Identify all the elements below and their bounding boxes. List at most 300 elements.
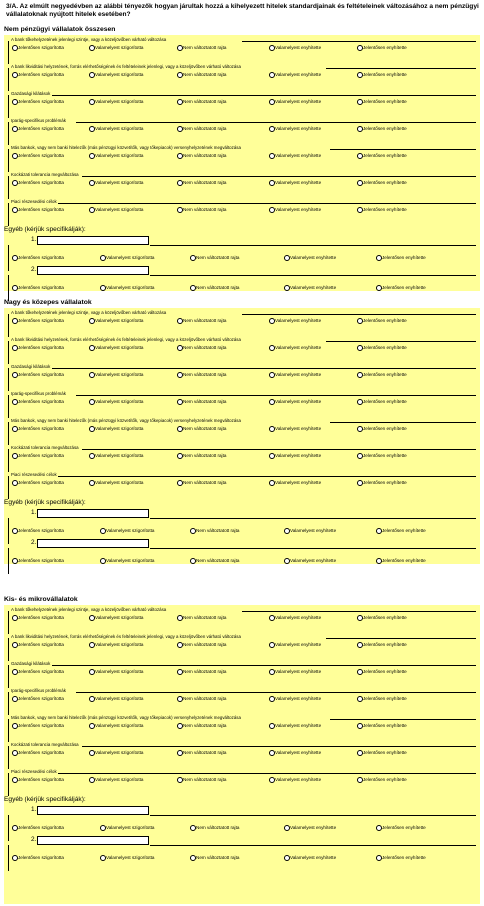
radio-option[interactable] xyxy=(177,452,226,460)
radio-option[interactable] xyxy=(357,206,407,214)
factor-group xyxy=(8,769,480,796)
radio-option-label: Jelentősen szigorította xyxy=(18,825,64,830)
factor-group xyxy=(8,445,480,472)
radio-option[interactable] xyxy=(177,152,226,160)
radio-option[interactable] xyxy=(89,722,143,730)
radio-option[interactable] xyxy=(269,398,321,406)
radio-option[interactable] xyxy=(12,776,64,784)
radio-option-label: Valamelyest szigorította xyxy=(95,480,144,485)
radio-option[interactable] xyxy=(12,425,64,433)
group-border xyxy=(326,68,476,69)
radio-option[interactable] xyxy=(269,695,321,703)
radio-option[interactable] xyxy=(12,179,64,187)
factor-group xyxy=(8,118,480,145)
radio-option[interactable] xyxy=(357,317,407,325)
factor-group xyxy=(8,715,480,742)
radio-option[interactable] xyxy=(12,641,64,649)
radio-option-label: Valamelyest enyhítette xyxy=(275,345,322,350)
radio-option-label: Valamelyest enyhítette xyxy=(275,642,322,647)
radio-option[interactable] xyxy=(89,425,143,433)
radio-option[interactable] xyxy=(177,71,226,79)
radio-option[interactable] xyxy=(12,98,64,106)
radio-option[interactable] xyxy=(100,824,154,832)
radio-option[interactable] xyxy=(284,527,336,535)
radio-option-label: Valamelyest szigorította xyxy=(95,372,144,377)
group-border xyxy=(82,176,476,177)
radio-option[interactable] xyxy=(12,527,64,535)
radio-option[interactable] xyxy=(89,614,143,622)
radio-option[interactable] xyxy=(89,641,143,649)
group-border xyxy=(242,314,476,315)
radio-option-label: Jelentősen szigorította xyxy=(18,615,64,620)
radio-option[interactable] xyxy=(12,479,64,487)
radio-option[interactable] xyxy=(376,557,426,565)
other-specify-input[interactable] xyxy=(37,236,149,245)
radio-option-label: Valamelyest szigorította xyxy=(95,99,144,104)
section-title: Nagy és közepes vállalatok xyxy=(4,299,92,306)
radio-group xyxy=(8,44,480,52)
radio-option[interactable] xyxy=(12,749,64,757)
factor-caption: Más bankok, vagy nem banki hitelezők (más pénzügyi közvetítők, vagy tőkepiacok) versenyhelyzetének megváltozása xyxy=(11,145,241,150)
factor-group xyxy=(8,364,480,391)
radio-option-label: Valamelyest enyhítette xyxy=(275,615,322,620)
radio-option-label: Jelentősen szigorította xyxy=(18,255,64,260)
radio-option-label: Jelentősen enyhítette xyxy=(363,750,407,755)
radio-option[interactable] xyxy=(357,98,407,106)
radio-option[interactable] xyxy=(12,824,64,832)
radio-option[interactable] xyxy=(12,854,64,862)
radio-group xyxy=(8,254,480,262)
radio-option[interactable] xyxy=(357,152,407,160)
radio-option[interactable] xyxy=(357,452,407,460)
radio-option-label: Jelentősen szigorította xyxy=(18,126,64,131)
radio-option[interactable] xyxy=(190,527,239,535)
radio-option[interactable] xyxy=(269,668,321,676)
radio-option-label: Jelentősen enyhítette xyxy=(363,207,407,212)
radio-option-label: Jelentősen enyhítette xyxy=(363,72,407,77)
radio-option[interactable] xyxy=(269,317,321,325)
radio-option[interactable] xyxy=(376,824,426,832)
factor-caption: Gazdasági kilátások xyxy=(11,364,51,369)
radio-option-label: Jelentősen szigorította xyxy=(18,777,64,782)
radio-option[interactable] xyxy=(100,854,154,862)
radio-option[interactable] xyxy=(177,641,226,649)
radio-option-label: Valamelyest enyhítette xyxy=(275,453,322,458)
radio-group xyxy=(8,206,480,214)
radio-option[interactable] xyxy=(269,179,321,187)
radio-option[interactable] xyxy=(177,206,226,214)
radio-option[interactable] xyxy=(12,557,64,565)
other-label: Egyéb (kérjük specifikálják): xyxy=(4,796,86,803)
radio-option[interactable] xyxy=(357,722,407,730)
group-border xyxy=(54,476,476,477)
radio-option-label: Jelentősen szigorította xyxy=(18,480,64,485)
radio-option[interactable] xyxy=(357,776,407,784)
radio-option[interactable] xyxy=(269,371,321,379)
factor-group xyxy=(8,661,480,688)
radio-option[interactable] xyxy=(357,44,407,52)
other-factor-group xyxy=(8,548,480,574)
factor-caption: Iparág-specifikus problémák xyxy=(11,118,66,123)
factor-caption: A bank likviditási helyzetének, forrás elérhetőségének és feltételeinek jelenlegi, vagy a közeljövőben várható változása xyxy=(11,64,241,69)
radio-option[interactable] xyxy=(100,284,154,292)
radio-option-label: Valamelyest enyhítette xyxy=(290,825,337,830)
factor-group xyxy=(8,199,480,226)
radio-option-label: Valamelyest enyhítette xyxy=(275,207,322,212)
factor-caption: Kockázati tolerancia megváltozása xyxy=(11,445,79,450)
radio-option[interactable] xyxy=(190,284,239,292)
radio-option[interactable] xyxy=(269,98,321,106)
radio-option[interactable] xyxy=(89,152,143,160)
radio-group xyxy=(8,614,480,622)
factor-caption: A bank tőkehelyzetének jelenlegi szintje, vagy a közeljövőben várható változása xyxy=(11,310,167,315)
radio-option[interactable] xyxy=(177,614,226,622)
radio-option-label: Jelentősen szigorította xyxy=(18,558,64,563)
radio-option[interactable] xyxy=(357,344,407,352)
radio-option[interactable] xyxy=(177,722,226,730)
factor-caption: A bank tőkehelyzetének jelenlegi szintje, vagy a közeljövőben várható változása xyxy=(11,37,167,42)
radio-group xyxy=(8,425,480,433)
radio-option[interactable] xyxy=(190,557,239,565)
radio-option[interactable] xyxy=(12,614,64,622)
radio-option[interactable] xyxy=(190,254,239,262)
radio-option-label: Jelentősen enyhítette xyxy=(363,318,407,323)
radio-option[interactable] xyxy=(177,398,226,406)
factor-caption: A bank likviditási helyzetének, forrás elérhetőségének és feltételeinek jelenlegi, vagy a közeljövőben várható változása xyxy=(11,337,241,342)
factor-group xyxy=(8,688,480,715)
radio-option-label: Jelentősen enyhítette xyxy=(363,126,407,131)
radio-option[interactable] xyxy=(12,668,64,676)
radio-group xyxy=(8,452,480,460)
radio-option[interactable] xyxy=(357,179,407,187)
radio-option-label: Jelentősen enyhítette xyxy=(363,480,407,485)
radio-option-label: Nem változtatott rajta xyxy=(183,480,227,485)
group-border xyxy=(52,368,476,369)
radio-option[interactable] xyxy=(284,254,336,262)
radio-option[interactable] xyxy=(269,71,321,79)
radio-option-label: Jelentősen enyhítette xyxy=(382,528,426,533)
other-item-number: 2. xyxy=(31,539,37,546)
radio-option-label: Jelentősen szigorította xyxy=(18,426,64,431)
radio-group xyxy=(8,317,480,325)
radio-option[interactable] xyxy=(12,722,64,730)
radio-option[interactable] xyxy=(12,452,64,460)
radio-option[interactable] xyxy=(284,854,336,862)
radio-option[interactable] xyxy=(12,371,64,379)
radio-option[interactable] xyxy=(100,557,154,565)
radio-option-label: Valamelyest szigorította xyxy=(95,453,144,458)
radio-option-label: Jelentősen szigorította xyxy=(18,723,64,728)
group-border xyxy=(330,149,476,150)
radio-option-label: Valamelyest szigorította xyxy=(95,345,144,350)
radio-option[interactable] xyxy=(177,749,226,757)
radio-option-label: Valamelyest enyhítette xyxy=(275,153,322,158)
radio-option[interactable] xyxy=(269,749,321,757)
group-border xyxy=(82,746,476,747)
radio-option[interactable] xyxy=(177,98,226,106)
group-border xyxy=(150,245,476,246)
other-factor-group xyxy=(8,275,480,301)
radio-group xyxy=(8,371,480,379)
radio-option[interactable] xyxy=(357,425,407,433)
group-border xyxy=(52,95,476,96)
other-specify-input[interactable] xyxy=(37,806,149,815)
group-border xyxy=(76,122,476,123)
group-border xyxy=(54,203,476,204)
radio-option-label: Valamelyest enyhítette xyxy=(275,669,322,674)
other-label: Egyéb (kérjük specifikálják): xyxy=(4,499,86,506)
factor-group xyxy=(8,391,480,418)
radio-option[interactable] xyxy=(89,371,143,379)
factor-caption: Más bankok, vagy nem banki hitelezők (más pénzügyi közvetítők, vagy tőkepiacok) versenyhelyzetének megváltozása xyxy=(11,715,241,720)
radio-option-label: Nem változtatott rajta xyxy=(183,72,227,77)
radio-option[interactable] xyxy=(12,44,64,52)
group-border xyxy=(150,518,476,519)
radio-option[interactable] xyxy=(89,479,143,487)
radio-option[interactable] xyxy=(269,206,321,214)
radio-option[interactable] xyxy=(12,695,64,703)
group-border xyxy=(52,665,476,666)
radio-option-label: Valamelyest szigorította xyxy=(95,72,144,77)
radio-option-label: Jelentősen enyhítette xyxy=(363,723,407,728)
radio-option[interactable] xyxy=(269,776,321,784)
other-specify-input[interactable] xyxy=(37,539,149,548)
radio-option[interactable] xyxy=(177,44,226,52)
factor-caption: A bank likviditási helyzetének, forrás elérhetőségének és feltételeinek jelenlegi, vagy a közeljövőben várható változása xyxy=(11,634,241,639)
radio-option[interactable] xyxy=(89,179,143,187)
radio-option-label: Valamelyest szigorította xyxy=(95,45,144,50)
other-item-number: 1. xyxy=(31,509,37,516)
other-factor-group xyxy=(8,845,480,871)
radio-option-label: Nem változtatott rajta xyxy=(196,558,240,563)
radio-option-label: Valamelyest enyhítette xyxy=(275,99,322,104)
radio-option[interactable] xyxy=(89,317,143,325)
radio-option-label: Valamelyest szigorította xyxy=(95,615,144,620)
radio-option[interactable] xyxy=(12,152,64,160)
radio-option-label: Nem változtatott rajta xyxy=(196,528,240,533)
radio-option[interactable] xyxy=(89,776,143,784)
radio-option[interactable] xyxy=(12,344,64,352)
question-title: 3/A. Az elmúlt negyedévben az alábbi tényezők hogyan járultak hozzá a kihelyezett hitelek standardjainak és feltételeinek változásához a nem pénzügyi vállalatoknak nyújtott hitelek esetében? xyxy=(6,3,479,18)
radio-option[interactable] xyxy=(177,668,226,676)
other-specify-input[interactable] xyxy=(37,509,149,518)
group-border xyxy=(242,611,476,612)
radio-option[interactable] xyxy=(12,71,64,79)
radio-option-label: Jelentősen szigorította xyxy=(18,528,64,533)
radio-option[interactable] xyxy=(190,824,239,832)
other-specify-input[interactable] xyxy=(37,836,149,845)
radio-option-label: Jelentősen szigorította xyxy=(18,180,64,185)
radio-option[interactable] xyxy=(177,695,226,703)
radio-option[interactable] xyxy=(177,776,226,784)
radio-option[interactable] xyxy=(376,854,426,862)
radio-group xyxy=(8,479,480,487)
radio-option[interactable] xyxy=(269,641,321,649)
radio-option[interactable] xyxy=(269,44,321,52)
radio-option[interactable] xyxy=(284,557,336,565)
radio-option[interactable] xyxy=(376,254,426,262)
group-border xyxy=(326,638,476,639)
radio-option[interactable] xyxy=(100,254,154,262)
radio-option[interactable] xyxy=(12,254,64,262)
factor-caption: Gazdasági kilátások xyxy=(11,91,51,96)
radio-option[interactable] xyxy=(177,317,226,325)
radio-option-label: Nem változtatott rajta xyxy=(183,642,227,647)
other-item-number: 1. xyxy=(31,236,37,243)
radio-option[interactable] xyxy=(89,749,143,757)
radio-option-label: Nem változtatott rajta xyxy=(183,345,227,350)
radio-option[interactable] xyxy=(177,125,226,133)
radio-option-label: Nem változtatott rajta xyxy=(183,426,227,431)
radio-option[interactable] xyxy=(269,125,321,133)
radio-option-label: Valamelyest szigorította xyxy=(95,180,144,185)
radio-option[interactable] xyxy=(357,749,407,757)
radio-option[interactable] xyxy=(269,614,321,622)
radio-group xyxy=(8,98,480,106)
radio-option-label: Jelentősen szigorította xyxy=(18,642,64,647)
group-border xyxy=(76,395,476,396)
radio-option-label: Jelentősen szigorította xyxy=(18,99,64,104)
radio-option[interactable] xyxy=(357,71,407,79)
radio-option-label: Nem változtatott rajta xyxy=(183,399,227,404)
radio-option[interactable] xyxy=(89,206,143,214)
radio-option[interactable] xyxy=(89,668,143,676)
radio-option-label: Valamelyest enyhítette xyxy=(275,180,322,185)
radio-option-label: Jelentősen enyhítette xyxy=(363,696,407,701)
radio-group xyxy=(8,125,480,133)
radio-option[interactable] xyxy=(269,452,321,460)
radio-option[interactable] xyxy=(269,344,321,352)
radio-option[interactable] xyxy=(100,527,154,535)
radio-option-label: Jelentősen enyhítette xyxy=(363,99,407,104)
radio-option-label: Valamelyest szigorította xyxy=(95,426,144,431)
radio-option[interactable] xyxy=(89,344,143,352)
factor-group xyxy=(8,37,480,64)
radio-option-label: Jelentősen szigorította xyxy=(18,453,64,458)
radio-option[interactable] xyxy=(89,98,143,106)
radio-option-label: Jelentősen szigorította xyxy=(18,696,64,701)
radio-option-label: Nem változtatott rajta xyxy=(183,723,227,728)
radio-option[interactable] xyxy=(177,179,226,187)
radio-option[interactable] xyxy=(357,641,407,649)
radio-option[interactable] xyxy=(269,152,321,160)
radio-option-label: Jelentősen enyhítette xyxy=(363,399,407,404)
factor-caption: Iparág-specifikus problémák xyxy=(11,688,66,693)
radio-option[interactable] xyxy=(357,125,407,133)
radio-option-label: Valamelyest szigorította xyxy=(95,750,144,755)
radio-option-label: Valamelyest szigorította xyxy=(95,696,144,701)
radio-option-label: Valamelyest szigorította xyxy=(95,399,144,404)
radio-option[interactable] xyxy=(376,284,426,292)
radio-option[interactable] xyxy=(89,71,143,79)
factor-caption: Gazdasági kilátások xyxy=(11,661,51,666)
radio-group xyxy=(8,71,480,79)
group-border xyxy=(150,845,476,846)
factor-group xyxy=(8,310,480,337)
radio-option-label: Valamelyest szigorította xyxy=(95,153,144,158)
radio-option[interactable] xyxy=(357,614,407,622)
radio-option-label: Valamelyest szigorította xyxy=(95,777,144,782)
radio-option[interactable] xyxy=(357,668,407,676)
radio-option[interactable] xyxy=(89,44,143,52)
radio-option[interactable] xyxy=(89,398,143,406)
radio-option[interactable] xyxy=(12,125,64,133)
radio-option-label: Valamelyest enyhítette xyxy=(275,45,322,50)
radio-option[interactable] xyxy=(177,425,226,433)
radio-option-label: Jelentősen szigorította xyxy=(18,72,64,77)
radio-option-label: Valamelyest szigorította xyxy=(106,285,155,290)
radio-option[interactable] xyxy=(89,452,143,460)
radio-option[interactable] xyxy=(269,722,321,730)
radio-option-label: Valamelyest szigorította xyxy=(95,318,144,323)
radio-option[interactable] xyxy=(284,284,336,292)
radio-group xyxy=(8,344,480,352)
radio-option[interactable] xyxy=(269,479,321,487)
radio-option-label: Jelentősen szigorította xyxy=(18,207,64,212)
factor-group xyxy=(8,634,480,661)
other-specify-input[interactable] xyxy=(37,266,149,275)
radio-option[interactable] xyxy=(89,125,143,133)
radio-option-label: Jelentősen szigorította xyxy=(18,399,64,404)
other-item-number: 1. xyxy=(31,806,37,813)
radio-option-label: Jelentősen szigorította xyxy=(18,372,64,377)
factor-group xyxy=(8,418,480,445)
radio-option[interactable] xyxy=(12,284,64,292)
radio-option[interactable] xyxy=(12,398,64,406)
radio-option-label: Nem változtatott rajta xyxy=(183,777,227,782)
radio-option[interactable] xyxy=(269,425,321,433)
radio-option[interactable] xyxy=(357,398,407,406)
radio-option-label: Nem változtatott rajta xyxy=(183,45,227,50)
radio-option-label: Jelentősen szigorította xyxy=(18,153,64,158)
radio-group xyxy=(8,668,480,676)
radio-option[interactable] xyxy=(357,371,407,379)
radio-option[interactable] xyxy=(12,317,64,325)
radio-option-label: Nem változtatott rajta xyxy=(196,285,240,290)
group-border xyxy=(150,275,476,276)
radio-option[interactable] xyxy=(357,479,407,487)
radio-option-label: Valamelyest enyhítette xyxy=(290,528,337,533)
radio-option-label: Valamelyest enyhítette xyxy=(275,318,322,323)
radio-option[interactable] xyxy=(89,695,143,703)
radio-option[interactable] xyxy=(177,344,226,352)
radio-option-label: Jelentősen enyhítette xyxy=(363,615,407,620)
other-label: Egyéb (kérjük specifikálják): xyxy=(4,226,86,233)
radio-option-label: Valamelyest szigorította xyxy=(106,558,155,563)
radio-option[interactable] xyxy=(177,371,226,379)
radio-option-label: Valamelyest enyhítette xyxy=(275,399,322,404)
radio-option-label: Nem változtatott rajta xyxy=(183,669,227,674)
radio-option[interactable] xyxy=(357,695,407,703)
radio-group xyxy=(8,695,480,703)
radio-option[interactable] xyxy=(190,854,239,862)
radio-option[interactable] xyxy=(376,527,426,535)
factor-caption: Piaci részesedési célok xyxy=(11,199,57,204)
group-border xyxy=(326,341,476,342)
radio-option-label: Nem változtatott rajta xyxy=(183,318,227,323)
radio-option-label: Jelentősen szigorította xyxy=(18,318,64,323)
radio-option[interactable] xyxy=(284,824,336,832)
group-border xyxy=(330,719,476,720)
other-item-number: 2. xyxy=(31,836,37,843)
group-border xyxy=(330,422,476,423)
radio-option-label: Jelentősen enyhítette xyxy=(363,153,407,158)
factor-caption: Kockázati tolerancia megváltozása xyxy=(11,172,79,177)
factor-caption: Iparág-specifikus problémák xyxy=(11,391,66,396)
radio-option[interactable] xyxy=(177,479,226,487)
radio-option-label: Valamelyest szigorította xyxy=(95,207,144,212)
radio-option[interactable] xyxy=(12,206,64,214)
